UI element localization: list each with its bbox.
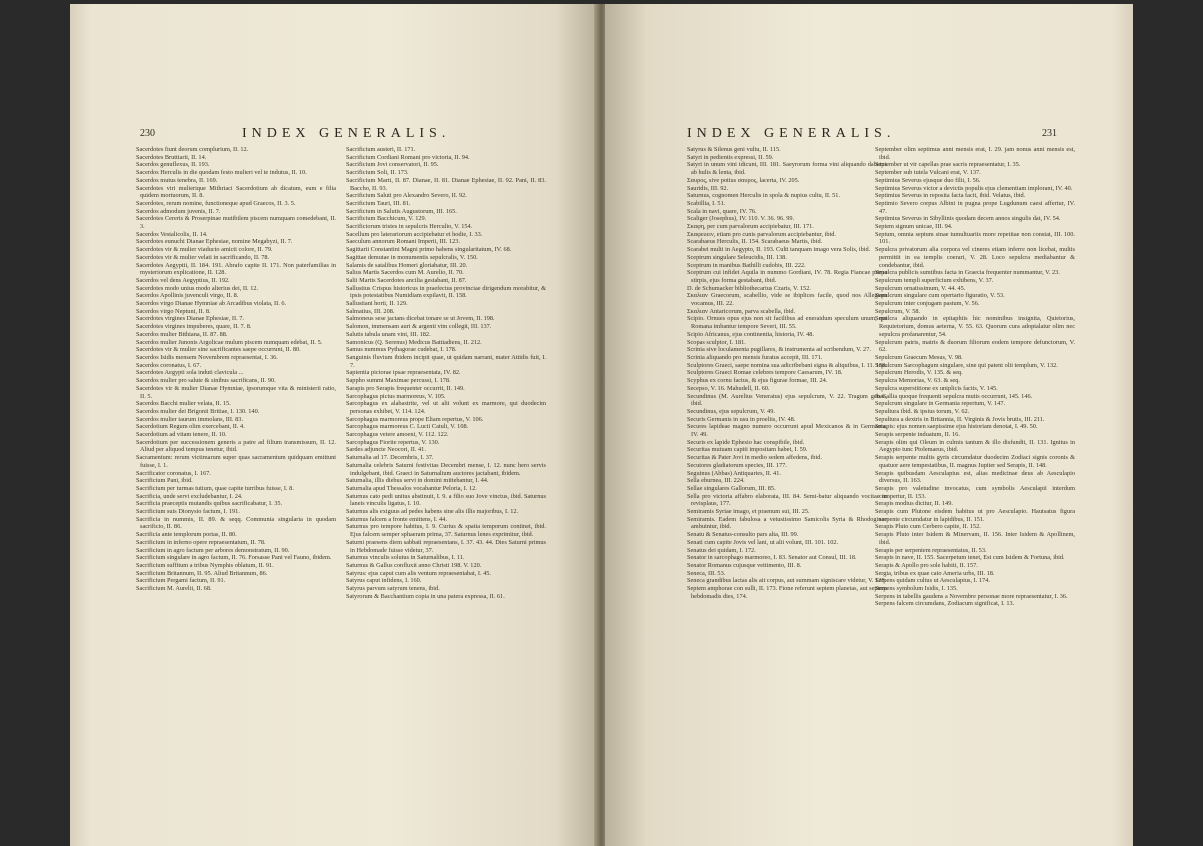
index-entry: Scyphus ex cornu factus, & ejus figurae formae, III. 24.	[687, 377, 828, 385]
left-running-title: INDEX GENERALIS.	[242, 126, 451, 141]
left-page-header	[70, 126, 598, 142]
index-entry: Sacerdotium per successionem generis a patre ad filium transmissum, II. 12. Aliud per aliquod tempus tenetur, ibid.	[136, 438, 336, 454]
index-entry: Sarcophagus ex alabastrite, vel ut alii volunt ex marmore, qui duodecim personas exhibet, V. 114. 124.	[346, 400, 546, 415]
index-entry: Saturnalia celebris Saturni festivitas Decembri mense, I. 12. nunc hero servis indulgebant, ibid. Graeci in Saturnalium auctores jactabant, ibidem.	[346, 461, 546, 477]
index-entry: Sardes adjuncte Neocori, II. 41.	[346, 446, 426, 454]
index-entry: Sacrificium in Salutis Augustorum, III. 165.	[346, 207, 457, 215]
index-entry: Sepulcra superstitione ex uniplicis factis, V. 145.	[875, 384, 998, 392]
index-entry: Septem amphorae con sulli, II. 173. Fione referunt septem planetas, aut septem hebdomadis dies, 174.	[687, 585, 887, 600]
index-entry: Senatus dei quidam, I. 172.	[687, 546, 756, 554]
index-entry: Secures lapideae magno numero occurrunt apud Mexicanos & in Germania, IV. 49.	[687, 423, 887, 439]
index-entry: Sacerdotes virgines impuberes, quare, II. 7. 8.	[136, 323, 252, 331]
right-page-column-1	[687, 146, 887, 600]
index-entry: Securitas & Pater Jovi in medio sedem affedens, ibid.	[687, 454, 822, 462]
index-entry: Scabillia, I. 51.	[687, 199, 726, 207]
right-page-column-2	[875, 146, 1075, 608]
index-entry: Satyrus parvum satyrum tenens, ibid.	[346, 585, 440, 593]
index-entry: Sepultura a dextris in Britannia, II. Virginis & Jovis brutis, III. 211.	[875, 415, 1045, 423]
index-entry: Sacrificium Tauri, III. 81.	[346, 199, 411, 207]
index-entry: Satyrus caput infidens, I. 160.	[346, 577, 422, 585]
index-entry: Sappho summi Maximae percussi, I. 178.	[346, 377, 451, 385]
index-entry: Sacerdos mutus tenebra, II. 169.	[136, 176, 218, 184]
index-entry: Sacrificium Bacchicum, V. 129.	[346, 215, 427, 223]
index-entry: Sacerdotes viri mulierique Mithriaci Sacerdotium ab dicatum, eum e filia quidem mortuorum, II. 8.	[136, 184, 336, 200]
index-entry: Secundinus (M. Aurelius Veneratus) ejus sepulcrum, V. 22. Tragum gebae, ibid.	[687, 392, 887, 408]
index-entry: Sacerdos mulier Bithiana, II. 87. 88.	[136, 330, 228, 338]
index-entry: Serapis modius dicitur, II. 149.	[875, 500, 953, 508]
index-entry: Sepulcrum, V. 58.	[875, 307, 921, 315]
index-entry: Serapis olim qui Oleum in culmis tantum & illo disfundit, II. 131. Ignitus in Aegypto tunc Ptolemaeus, ibid.	[875, 438, 1075, 454]
index-entry: Sacrificium per turmas tutium, quae capite turribus fuisse, I. 8.	[136, 484, 294, 492]
index-entry: Sacrificium Jovi conservatori, II. 95.	[346, 161, 439, 169]
index-entry: Sellae singulares Gallorum, III. 85.	[687, 484, 776, 492]
index-entry: Sepultura ibid. & ipsius torum, V. 62.	[875, 407, 970, 415]
index-entry: Septimius Severus ejusque duo filii, I. 56.	[875, 176, 981, 184]
index-entry: Seneca grandibus lactas alis ait corpus, aut summam signiscare videtur, V. 128.	[687, 577, 887, 585]
index-entry: Securis ex lapide Ephesio hac conspibile, ibid.	[687, 438, 805, 446]
index-entry: Satyrus & Silenus geni vultu, II. 115.	[687, 146, 781, 153]
index-entry: Salomon, immensam auri & argenti vim collegit, III. 137.	[346, 323, 492, 331]
index-entry: Scrinia sive loculamenta pugillares, & instrumenta ad scribendum, V. 27.	[687, 346, 871, 354]
index-entry: Sepulcrum ornatissimum, V. 44. 45.	[875, 284, 966, 292]
index-entry: Serapis Pluto inter Isidem & Minervam, II. 156. Inter Isidem & Apollinem, ibid.	[875, 531, 1075, 546]
index-entry: Sacrificium Cordiani Romani pro victoria, II. 94.	[346, 153, 470, 161]
index-entry: Scaliger (Josephus), IV. 110. V. 36. 96. 99.	[687, 215, 795, 223]
index-entry: September olim septimus anni mensis erat, I. 29. jam nonus anni mensis est, ibid.	[875, 146, 1075, 161]
index-entry: Samus nummus Pythagorae cudebat, I. 178.	[346, 346, 457, 354]
index-entry: Sarapis pro Serapis frequenter occurrit, II. 149.	[346, 384, 465, 392]
index-entry: Seguinus (Abbas) Antiquaries, II. 41.	[687, 469, 781, 477]
index-entry: Saturnus falcem a fronte emittens, I. 44.	[346, 515, 447, 523]
index-entry: Serapis cum Plutone eisdem habitus ut pro Aesculapio. Hautsatus figura serpente circumdatur in lapidibus, II. 151.	[875, 508, 1075, 523]
index-entry: Serapis in nave, II. 155. Sacerpetum tenet, Est cum Isidem & Fortuna, ibid.	[875, 554, 1065, 562]
index-entry: Satyri in pedientis expressi, II. 59.	[687, 153, 774, 161]
index-entry: Sallustius Crispus historicus in praefectus provinciae dirigendum morabitur, & ipsis potestatibus Numidiam expilavit, II. 158.	[346, 284, 546, 300]
index-entry: Sacrificium austeri, II. 171.	[346, 146, 416, 153]
index-entry: Septimio Severo corpus Albini in pugna prope Lugdunum caesi affertur, IV. 47.	[875, 199, 1075, 215]
index-entry: Sacrificia praeceptis mutandis quibus sacrificabatur, I. 35.	[136, 500, 283, 508]
index-entry: Serapis pro valetudine invocatus, cum symbolis Aesculapii interdum compertur, II. 153.	[875, 484, 1075, 500]
index-entry: Sacerdotes Aegypti sola induti clavicula ...	[136, 369, 244, 377]
index-entry: Serapis per serpentem repraesentatus, II. 53.	[875, 546, 987, 554]
index-entry: Saturnalia apud Thessalos vocabantur Peloria, I. 12.	[346, 484, 477, 492]
index-entry: Sepulcrum inter conjugam pastum, V. 56.	[875, 300, 980, 308]
index-entry: Satyrorum & Bacchantium copia in una patera expressa, II. 61.	[346, 592, 505, 600]
index-entry: Septum, omnia septum sinae tumultuariis more repetitae non constat, III. 100. 101.	[875, 230, 1075, 246]
index-entry: Sacerdotes vir & mulier sine sacrificantes saepe occurrunt, II. 80.	[136, 346, 301, 354]
index-entry: Scipio Africanus, ejus continentia, historia, IV. 48.	[687, 330, 815, 338]
index-entry: Scopas sculptor, I. 181.	[687, 338, 746, 346]
index-entry: Sepulcra privatorum alia corpora vel cineres etiam inferre non licebat, multis permittit in ea templis coerari, V. 28. Loco sepulcra mediabantur & condebantur, ibid.	[875, 246, 1075, 269]
index-entry: Semiramis. Eadem fabulosa a vetustissimo Samicolis Syria & Rhodoginae ambuintur, ibid.	[687, 515, 887, 531]
index-entry: Scarabei multi in Aegypto, II. 193. Culti tanquam imago vera Solis, ibid.	[687, 246, 871, 254]
index-entry: Sepulcrum Sarcophagum singulare, sine qui patent olii templum, V. 132.	[875, 361, 1058, 369]
index-entry: Saturnus pro tempore habitus, I. 9. Curius & spatia temporum continet, ibid. Ejus falcem semper sphaeram prima, 37. Saturnus lenes exprimitur, ibid.	[346, 523, 546, 539]
index-entry: Sacerdos vel dens Aegyptius, II. 192.	[136, 276, 230, 284]
index-entry: Σκαλιαν Antaricorum, parva scabella, ibid.	[687, 307, 796, 315]
index-entry: Σαυρος, sive potius σαυρος, lacerta, IV. 205.	[687, 176, 800, 184]
index-entry: Sceptrum cui infidet Aquila in nummo Gordiani, IV. 78. Regia Fiancae prima stirpis, ejus forma gestabant, ibid.	[687, 269, 887, 284]
index-entry: Sceptrum singulare Seleucidis, III. 138.	[687, 253, 787, 261]
index-entry: Sarcophagus marmoreus prope Eliam repertus, V. 106.	[346, 415, 484, 423]
index-entry: Sacerdotes vir & mulier viaducto amicti colore, II. 79.	[136, 246, 273, 254]
index-entry: Senati cum capite Jovis vel lani, ut alii volunt, III. 101. 102.	[687, 538, 839, 546]
index-entry: Sacerdotes Cereris & Proserpinae mutibilem piscem numquam comedebant, II. 3.	[136, 215, 336, 231]
index-entry: Securitas mutuam capiti impositam habet, I. 59.	[687, 446, 808, 454]
index-entry: Sallustiani horti, II. 129.	[346, 300, 408, 308]
index-entry: Sacrificator coronatus, I. 167.	[136, 469, 211, 477]
index-entry: Sepulcrum Herodis, V. 135. & seq.	[875, 369, 963, 377]
index-entry: Sauridis, III. 92.	[687, 184, 729, 192]
index-entry: Σκαφευειν, etiam pro cunis parvalorum accipiebantur, ibid.	[687, 230, 836, 238]
index-entry: Saeculum annorum Romani Imperii, III. 123.	[346, 238, 461, 246]
index-entry: Salii Martis Sacerdotes ancilia gestabant, II. 87.	[346, 276, 467, 284]
index-entry: Septem signum unicae, III. 94.	[875, 223, 953, 231]
index-entry: D. de Schumacker bibliothecarius Czaris, V. 152.	[687, 284, 811, 292]
index-entry: Scala in navi, quare, IV. 76.	[687, 207, 757, 215]
index-entry: Satyri in unum vini idicunt, III. 181. Saeyrorum forma vini aliquando dabetus ab hulis & lenta, ibid.	[687, 161, 887, 177]
index-entry: Sacerdos admodum juvenis, II. 7.	[136, 207, 221, 215]
index-entry: Sacerdos coronatus, I. 67.	[136, 361, 202, 369]
index-entry: Σκαφη, per cum parvalorum accipiebatur, III. 171.	[687, 223, 814, 231]
index-entry: Sacrificium Marti, II. 87. Dianae, II. 81. Dianae Ephesiae, II. 92. Pani, II. 83. Baccho, II. 93.	[346, 176, 546, 192]
index-entry: Serpens quidam cultus ut Aesculapius, I. 174.	[875, 577, 990, 585]
index-entry: Sacrificium suffitum a tribus Nymphis oblatum, II. 91.	[136, 561, 274, 569]
index-entry: Scarabaeus Herculis, II. 154. Scarabaeus Martis, ibid.	[687, 238, 823, 246]
index-entry: Senator in sarcophago marmoreo, I. 83. Senator aut Consul, III. 18.	[687, 554, 857, 562]
index-entry: Sagittarii Constantini Magni primo habens singularitatum, IV. 68.	[346, 246, 512, 254]
index-entry: Sceptrum in manibus Bathilli cudobis, III. 222.	[687, 261, 806, 269]
index-entry: Saturnus, cognomen Herculis in spola & nupius cultu, II. 51.	[687, 192, 841, 200]
index-entry: Sacerdotes Bruttiarii, II. 14.	[136, 153, 207, 161]
index-entry: Seneca, III. 53.	[687, 569, 726, 577]
index-entry: Sacrificium Britannum, II. 95. Aliud Britannum, 86.	[136, 569, 268, 577]
index-entry: Sacellum pro laterariorum accipiebatur et hodie, I. 33.	[346, 230, 483, 238]
index-entry: Sacrificium Pani, ibid.	[136, 477, 193, 485]
index-entry: Serapis & Apollo pro sole habiti, II. 157.	[875, 561, 978, 569]
index-entry: Sacerdos mulier dei Brigonii Britiae, I. 130. 140.	[136, 407, 260, 415]
index-entry: Sacerdotium Regum olim exercebant, II. 4.	[136, 423, 245, 431]
index-entry: Serapis: ejus nomen saepissime ejus historiam denotat, I. 49. 50.	[875, 423, 1038, 431]
index-entry: Sergia, tribus ex quae cato Ameria urbs, III. 18.	[875, 569, 995, 577]
right-page	[605, 4, 1133, 846]
index-entry: Sacerdos genuflexus, II. 193.	[136, 161, 210, 169]
index-entry: Samonicus (Q. Serenus) Medicus Battiadiens, II. 212.	[346, 338, 482, 346]
index-entry: Serpens symbolum Isidis, I. 135.	[875, 585, 958, 593]
index-entry: Sacerdos mulier pro salute & sinibus sacrificans, II. 90.	[136, 377, 276, 385]
right-page-number: 231	[1042, 128, 1057, 139]
index-entry: Sacrificium M. Aurelii, II. 68.	[136, 585, 212, 593]
index-entry: Salius Martis Sacerdos cum M. Aurelio, II. 70.	[346, 269, 464, 277]
index-entry: Sepulcrum singulare cum opertario figuratio, V. 53.	[875, 292, 1005, 300]
index-entry: Serapis serpente induatum, II. 16.	[875, 431, 960, 439]
index-entry: Sacrificium Saluti pro Alexandro Severo, II. 92.	[346, 192, 467, 200]
index-entry: Sarcophagus pictus marmoreus, V. 105.	[346, 392, 446, 400]
index-entry: Sacrificium Pergami factum, II. 91.	[136, 577, 226, 585]
index-entry: Secepso, V. 16. Mahudell, II. 60.	[687, 384, 770, 392]
index-entry: Sepulcrum templi superficium exhibens, V. 37.	[875, 276, 994, 284]
index-entry: Sacrificium in inferno opere repraesentatum, II. 78.	[136, 538, 266, 546]
index-entry: Sacrificia in nummis, II. 89. & seqq. Communia singularia in quodam sacrificio, II. 86.	[136, 515, 336, 531]
left-page-column-1	[136, 146, 336, 593]
index-entry: Sacerdos mulier taurum immolans, III. 83.	[136, 415, 244, 423]
index-entry: Sacerdotes virgines Dianae Ephesiae, II. 7.	[136, 315, 244, 323]
index-entry: Sepulcrum singulare in Germania repertum, V. 147.	[875, 400, 1006, 408]
index-entry: Scipio. Ornues opus ejus non sit facilibus ad eneraidum speculum unum, qui Romana imbantur tempore Severi, III. 55.	[687, 315, 887, 331]
index-entry: Σκαλιαν Graecorum, scabellio, vide se ibiplices facile, quod nos Allegiam vocamus, III. 22.	[687, 292, 887, 308]
index-entry: Sarcophagus Fiorite repertus, V. 130.	[346, 438, 440, 446]
index-entry: Saturnalia, illis diebus servi in domini mittebantur, I. 44.	[346, 477, 489, 485]
index-entry: Salutis tabula unam vini, III. 182.	[346, 330, 431, 338]
open-book	[70, 4, 1133, 846]
index-entry: Serpens falcem circumdans, Zodiacum significat, I. 13.	[875, 600, 1015, 608]
index-entry: Sacerdotes vir & mulier Dianae Hymniae, ipsorumque vita & ministerii ratio, II. 5.	[136, 384, 336, 400]
right-page-header	[605, 126, 1133, 142]
index-entry: Sanguinis fluvium ibidem incipit quae, ut quidam narrant, mater Attidis fuit, I. 7.	[346, 353, 546, 369]
index-entry: Sarcophagus marmoreus C. Lucii Catuli, V. 108.	[346, 423, 469, 431]
index-entry: Sacerdotes Aegyptii, II. 184. 191. Abrafo capite II. 171. Non paterfamilias in mysteriorum explicatione, II. 128.	[136, 261, 336, 277]
index-entry: Septimius Severus in Sibyllinis quodam decem annos singulis dat, IV. 54.	[875, 215, 1061, 223]
index-entry: Salmoneus sese jactans dicebat tonare se ut Jovem, II. 198.	[346, 315, 495, 323]
index-entry: Sacrificium in agro factum per arbores demonstratum, II. 90.	[136, 546, 290, 554]
index-entry: Sapientia pictorae ipsae repraesentata, IV. 82.	[346, 369, 461, 377]
index-entry: Satyrus: ejus caput cum alis ventum repraesentabat, I. 45.	[346, 569, 491, 577]
index-entry: Secundinus, ejus sepulcrum, V. 49.	[687, 407, 775, 415]
index-entry: Sepulcra aliquando in epitaphiis hic nominibus insignita, Quietorius, Requietorium, domus aeterna, V. 55. 63. Quorum cura adoptalatur olim nec sepulcra profanarentur, 54.	[875, 315, 1075, 338]
index-entry: Sella pro victoria affabro elaborata, III. 84. Semi-batur aliquando vocitae in revisplaus, 177.	[687, 492, 887, 508]
index-entry: Sepulcra Memorias, V. 63. & seq.	[875, 377, 960, 385]
index-entry: Sacerdotes fiunt deorum complurium, II. 12.	[136, 146, 249, 153]
index-entry: Sacerdos Apollinis juvenculi virgo, II. 8.	[136, 292, 239, 300]
index-entry: Scrinia aliquando pro mensis furatus accepit, III. 171.	[687, 353, 823, 361]
index-entry: Serapis quibusdam Aesculapius est, alias medicinae deus ab Aesculapio diversus, II. 163.	[875, 469, 1075, 485]
index-entry: Serapis serpente multis gyris circumdatur duodecim Zodiaci signis coronis & quatuor aere tempestatibus, II. magnus Jupiter sed Serapis, II. 148.	[875, 454, 1075, 469]
index-entry: Sacerdos mulier Junonis Argolicae mulum piscem numquam edebat, II. 5.	[136, 338, 323, 346]
index-entry: Sacerdotes modo unius modo alterius dei, II. 12.	[136, 284, 259, 292]
index-entry: Sacerdotes, rerum nomine, functioneque apud Graecos, II. 3. 5.	[136, 199, 296, 207]
index-entry: Sacerdos Isidis mensem Novembrem repraesentat, I. 36.	[136, 353, 278, 361]
index-entry: Sacerdos Bacchi mulier velata, II. 15.	[136, 400, 231, 408]
left-page	[70, 4, 598, 846]
index-entry: Sacrificium Soli, II. 173.	[346, 169, 409, 177]
index-entry: Sepulcrum patris, matris & duorum filiorum eodem tempore defunctorum, V. 62.	[875, 338, 1075, 354]
index-entry: Sacerdotes eunuchi Dianae Ephesiae, nomine Megabyzi, II. 7.	[136, 238, 293, 246]
index-entry: Sacrificium suis Dionysio factum, I. 191.	[136, 508, 240, 516]
index-entry: Serpens in tabellis gaudens a Novembre personae more repraesentatur, I. 36.	[875, 592, 1068, 600]
index-entry: Sepulcra publicis sumtibus facta in Graecia frequenter nummantur, V. 23.	[875, 269, 1060, 277]
index-entry: Sacerdotes vir & mulier velati in sacrificando, II. 78.	[136, 253, 270, 261]
index-entry: Sella eburnea, III. 224.	[687, 477, 745, 485]
index-entry: Sacrificium singulare in agro factum, II. 76. Forsasse Pani vel Fauno, ibidem.	[136, 554, 332, 562]
index-entry: Sacerdotium ad vitam tenere, II. 10.	[136, 431, 227, 439]
index-entry: Semiramis Syriae imago, et praenum sui, III. 25.	[687, 508, 810, 516]
index-entry: Saturni praesens diem sabbati repraesentans, I. 37. 43. 44. Dies Saturni primus in Hebdomade fuisse videtur, 37.	[346, 538, 546, 554]
index-entry: Sacrificia, unde servi excludebantur, I. 24.	[136, 492, 243, 500]
index-entry: In Gallia quoque frequenti sepulcra mutis occurrunt, 145. 146.	[875, 392, 1033, 400]
index-entry: Sacrificiorum tristes in sepulcris Herculio, V. 154.	[346, 223, 473, 231]
index-entry: Septimius Severus in reposita facta facit, ibid. Velatus, ibid.	[875, 192, 1026, 200]
index-entry: September ut vir capellas prae sacris repraesentatur, I. 35.	[875, 161, 1021, 169]
index-entry: Securis Germanis in usu in proeliis, IV. 48.	[687, 415, 796, 423]
index-entry: Sacerdos Vestalicolis, II. 14.	[136, 230, 208, 238]
index-entry: Saturnus & Gallus confluxit anno Christi 198. V. 120.	[346, 561, 482, 569]
index-entry: Sacerdos virgo Neptuni, II. 8.	[136, 307, 211, 315]
index-entry: Sepulcrum Graecum Mesus, V. 98.	[875, 353, 963, 361]
index-entry: Saturnus alis exiguus ad pedes habens sine alis illis majoribus, I. 12.	[346, 508, 519, 516]
index-entry: Saturnalia ad 17. Decembris, I. 37.	[346, 454, 434, 462]
index-entry: Serapis Pluto cum Cerbero capite, II. 152.	[875, 523, 981, 531]
index-entry: Sarcophagus vetere amoeni, V. 112. 122.	[346, 431, 449, 439]
index-entry: Sacrificia ante templorum portas, II. 80.	[136, 531, 237, 539]
left-page-column-2	[346, 146, 546, 600]
index-entry: Secutores gladiatorum species, III. 177.	[687, 461, 787, 469]
index-entry: Sculptores Graeci Romae celebres tempore Caesarum, IV. 18.	[687, 369, 843, 377]
index-entry: Senator Romanus cujusque vettimento, III. 8.	[687, 561, 802, 569]
index-entry: Saturnus vinculis solutus in Saturnalibus, I. 11.	[346, 554, 465, 562]
index-entry: Sculptores Graeci, saepe nomina sua adicribebant signa & aliquibus, I. 11. 158.	[687, 361, 887, 369]
right-running-title: INDEX GENERALIS.	[687, 126, 896, 141]
index-entry: Salamis de satalibus Homeri gloriabatur, III. 20.	[346, 261, 468, 269]
index-entry: Sacramentum: rerum victimarum super quas sacramentum quidquam emittunt fuisse, I. 1.	[136, 454, 336, 469]
index-entry: Sagittae demutae in monumentis sepulcralis, V. 150.	[346, 253, 478, 261]
index-entry: Senatu & Senatus-consulto pars alta, III. 99.	[687, 531, 799, 539]
index-entry: Salmatius, III. 208.	[346, 307, 395, 315]
index-entry: Septimius Severus victor a devictis populis ejus clementiam implorant, IV. 40.	[875, 184, 1073, 192]
left-page-number: 230	[140, 128, 155, 139]
index-entry: Saturnus cato pedi unitus abstinuit, I. 9. a filio suo Jove vinctus, ibid. Saturnus laneis vinculis ligatus, I. 10.	[346, 492, 546, 508]
index-entry: September sub tutela Vulcani erat, V. 137.	[875, 169, 981, 177]
index-entry: Sacerdos virgo Dianae Hymniae ab Arcadibus violata, II. 6.	[136, 300, 287, 308]
index-entry: Sacerdos Herculis in die quodam festo mulieri vel te indutus, II. 10.	[136, 169, 307, 177]
